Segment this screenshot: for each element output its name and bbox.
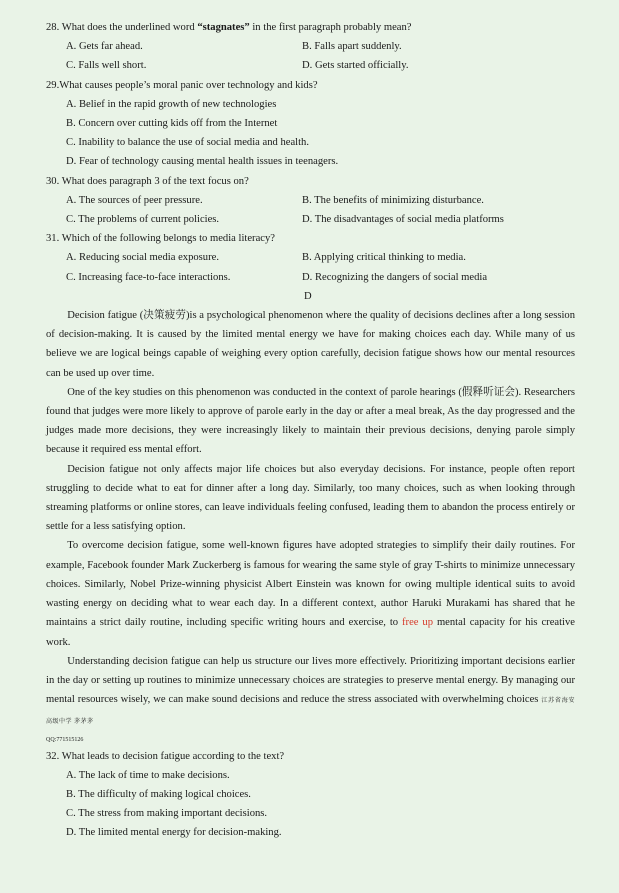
q30-option-b[interactable]: B. The benefits of minimizing disturbance.	[302, 194, 484, 206]
q31-option-a[interactable]: A. Reducing social media exposure.	[66, 252, 219, 264]
q30-options-row-1	[46, 191, 575, 210]
q32-option-a[interactable]: A. The lack of time to make decisions.	[66, 769, 230, 781]
q28-options-row-1	[46, 37, 575, 56]
q28-stem-text: 28. What does the underlined word	[46, 22, 198, 33]
p4-text-after: mental capacity for his creative work.	[46, 617, 576, 648]
question-32-stem: 32. What leads to decision fatigue according to the text?	[46, 750, 285, 762]
p4-text-before: To overcome decision fatigue, some well-known figures have adopted strategies to simplify their daily routines. For example, Facebook founder Mark Zuckerberg is famous for wearing the same style of gray T-shirts to minimize unnecessary choices. Similarly, Nobel Prize-winning physicist Albert Einstein was known for owing multiple identical suits to avoid wasting energy on deciding what to wear each day. In a different context, author Haruki Murakami has shared that he maintains a strict daily routine, including specific writing hours and exercise, to	[46, 540, 575, 629]
passage-paragraph-1: Decision fatigue (决策疲劳)is a psychological phenomenon where the quality of decisions declines after a long session of decision-making. It is caused by the limited mental energy we have for making choices each day. While many of us believe we are logical beings capable of weighing every option carefully, decision fatigue shows how our mental resources can be used up over time.	[46, 310, 575, 379]
question-31-stem: 31. Which of the following belongs to media literacy?	[46, 233, 275, 245]
q31-options-row-1	[46, 248, 575, 267]
question-30-stem: 30. What does paragraph 3 of the text focus on?	[46, 175, 249, 187]
q28-option-a[interactable]: A. Gets far ahead.	[66, 41, 143, 53]
section-label: D	[304, 290, 312, 302]
q31-option-c[interactable]: C. Increasing face-to-face interactions.	[66, 271, 231, 283]
watermark-qq: QQ:771515126	[46, 736, 84, 743]
q29-option-c[interactable]: C. Inability to balance the use of social media and health.	[66, 137, 309, 149]
q28-option-d[interactable]: D. Gets started officially.	[302, 60, 409, 72]
q30-options-row-2	[46, 210, 575, 229]
q28-option-c[interactable]: C. Falls well short.	[66, 60, 147, 72]
q32-option-c[interactable]: C. The stress from making important decisions.	[66, 808, 268, 820]
question-29-stem: 29.What causes people’s moral panic over technology and kids?	[46, 79, 318, 91]
q29-option-b[interactable]: B. Concern over cutting kids off from the Internet	[66, 118, 278, 130]
watermark-text: 江苏省海安高级中学 茅茅茅	[46, 698, 575, 726]
question-28-stem	[46, 18, 575, 37]
p5-text: Understanding decision fatigue can help us structure our lives more effectively. Prioritizing important decisions earlier in the day or setting up routines to minimize unnecessary choices are strategies to preserve mental energy. By managing our mental resources wisely, we can make sound decisions and reduce the stress associated with overwhelming choices	[46, 655, 575, 706]
q30-option-c[interactable]: C. The problems of current policies.	[66, 214, 220, 226]
q29-option-d[interactable]: D. Fear of technology causing mental health issues in teenagers.	[66, 156, 339, 168]
q28-option-b[interactable]: B. Falls apart suddenly.	[302, 41, 402, 53]
passage-paragraph-3: Decision fatigue not only affects major life choices but also everyday decisions. For instance, people often report struggling to decide what to eat for dinner after a long day. Similarly, too many choices, such as when looking through streaming platforms or online stores, can leave individuals feeling confused, leading them to abandon the process entirely or settle for a less satisfying option.	[46, 463, 575, 533]
q32-option-b[interactable]: B. The difficulty of making logical choices.	[66, 788, 251, 800]
q29-option-a[interactable]: A. Belief in the rapid growth of new technologies	[66, 98, 277, 110]
q30-option-d[interactable]: D. The disadvantages of social media platforms	[302, 214, 504, 226]
passage-paragraph-5	[46, 652, 575, 733]
passage-paragraph-4	[46, 536, 575, 651]
q28-keyword: “stagnates”	[197, 22, 250, 33]
q28-options-row-2	[46, 56, 575, 75]
passage-paragraph-2: One of the key studies on this phenomenon was conducted in the context of parole hearings (假释听证会). Researchers found that judges were more likely to approve of parole early in the day or after a meal break, As the day progressed and the judges made more decisions, they were increasingly likely to maintain their previous decisions, denying parole simply because it required ess mental effort.	[46, 386, 575, 456]
q31-option-b[interactable]: B. Applying critical thinking to media.	[302, 252, 466, 264]
q30-option-a[interactable]: A. The sources of peer pressure.	[66, 194, 203, 206]
q31-options-row-2	[46, 268, 575, 287]
q32-option-d[interactable]: D. The limited mental energy for decision-making.	[66, 827, 282, 839]
q28-stem-rest: in the first paragraph probably mean?	[249, 22, 412, 33]
q31-option-d[interactable]: D. Recognizing the dangers of social media	[302, 271, 488, 283]
highlighted-phrase: free up	[402, 617, 434, 629]
